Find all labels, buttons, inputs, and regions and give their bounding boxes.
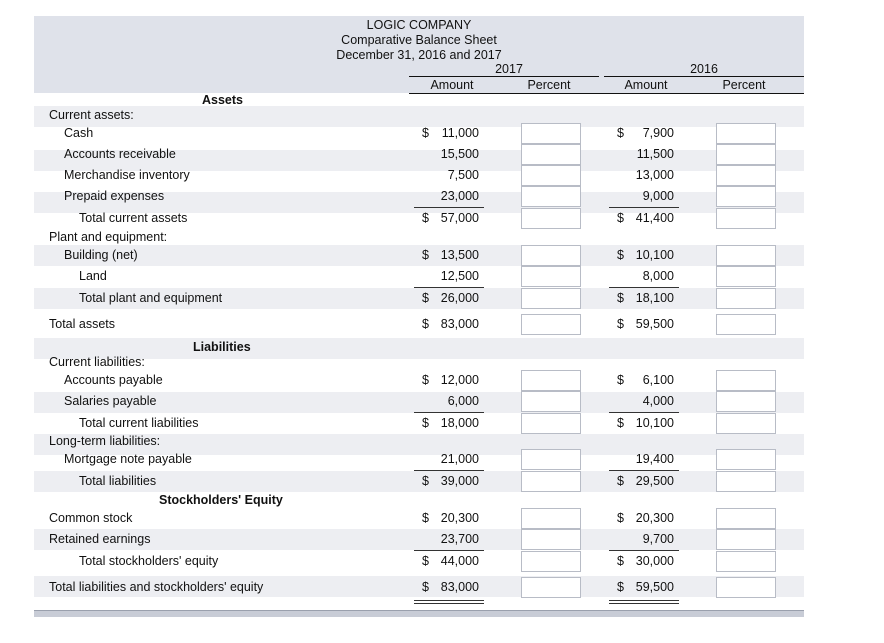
building-2016: 10,100 [635, 248, 674, 262]
table-footer-bar [34, 610, 804, 617]
ap-2017: 12,000 [440, 373, 479, 387]
percent-input-ta-2017[interactable] [521, 314, 581, 335]
statement-date: December 31, 2016 and 2017 [336, 48, 502, 62]
dollar-sign: $ [422, 248, 429, 262]
underline [609, 412, 679, 413]
year-2016-header: 2016 [690, 62, 718, 76]
dollar-sign: $ [617, 511, 624, 525]
percent-input-building-2017[interactable] [521, 245, 581, 266]
dollar-sign: $ [422, 373, 429, 387]
underline [609, 287, 679, 288]
cash-2016: 7,900 [642, 126, 674, 140]
ap-2016: 6,100 [642, 373, 674, 387]
re-2017: 23,700 [440, 532, 479, 546]
percent-input-tlse-2016[interactable] [716, 577, 776, 598]
label-total-current-assets: Total current assets [79, 211, 188, 225]
prepaid-2017: 23,000 [440, 189, 479, 203]
dollar-sign: $ [422, 126, 429, 140]
mortgage-2017: 21,000 [440, 452, 479, 466]
tse-2016: 30,000 [635, 554, 674, 568]
label-salaries-payable: Salaries payable [64, 394, 157, 408]
percent-input-land-2016[interactable] [716, 266, 776, 287]
col-amount-2017: Amount [430, 78, 474, 92]
percent-input-re-2017[interactable] [521, 529, 581, 550]
dollar-sign: $ [617, 248, 624, 262]
header-rule [409, 93, 804, 94]
dollar-sign: $ [617, 373, 624, 387]
percent-input-ar-2016[interactable] [716, 144, 776, 165]
percent-input-ap-2016[interactable] [716, 370, 776, 391]
dollar-sign: $ [422, 211, 429, 225]
dollar-sign: $ [422, 416, 429, 430]
percent-input-inventory-2016[interactable] [716, 165, 776, 186]
col-percent-2016: Percent [722, 78, 766, 92]
label-total-liabilities-equity: Total liabilities and stockholders' equity [49, 580, 264, 594]
percent-input-prepaid-2016[interactable] [716, 186, 776, 207]
double-underline [414, 603, 484, 604]
label-cash: Cash [64, 126, 94, 140]
dollar-sign: $ [617, 126, 624, 140]
percent-input-salaries-2017[interactable] [521, 391, 581, 412]
tcl-2016: 10,100 [635, 416, 674, 430]
percent-input-tca-2017[interactable] [521, 208, 581, 229]
percent-input-cash-2016[interactable] [716, 123, 776, 144]
dollar-sign: $ [617, 474, 624, 488]
salaries-2017: 6,000 [447, 394, 479, 408]
double-underline [609, 603, 679, 604]
tca-2017: 57,000 [440, 211, 479, 225]
double-underline [414, 600, 484, 601]
percent-input-mortgage-2017[interactable] [521, 449, 581, 470]
underline [609, 550, 679, 551]
dollar-sign: $ [617, 317, 624, 331]
dollar-sign: $ [422, 554, 429, 568]
label-current-assets: Current assets: [49, 108, 134, 122]
year-2017-rule [409, 76, 599, 77]
underline [414, 207, 484, 208]
dollar-sign: $ [617, 291, 624, 305]
tlse-2016: 59,500 [635, 580, 674, 594]
percent-input-ar-2017[interactable] [521, 144, 581, 165]
label-common-stock: Common stock [49, 511, 133, 525]
underline [609, 470, 679, 471]
building-2017: 13,500 [440, 248, 479, 262]
row-stripe [34, 106, 804, 127]
double-underline [609, 600, 679, 601]
tcl-2017: 18,000 [440, 416, 479, 430]
percent-input-cs-2016[interactable] [716, 508, 776, 529]
ar-2017: 15,500 [440, 147, 479, 161]
dollar-sign: $ [422, 317, 429, 331]
percent-input-tl-2016[interactable] [716, 471, 776, 492]
dollar-sign: $ [617, 580, 624, 594]
underline [609, 207, 679, 208]
label-long-term-liabilities: Long-term liabilities: [49, 434, 161, 448]
tca-2016: 41,400 [635, 211, 674, 225]
percent-input-ta-2016[interactable] [716, 314, 776, 335]
percent-input-ap-2017[interactable] [521, 370, 581, 391]
mortgage-2016: 19,400 [635, 452, 674, 466]
cash-2017: 11,000 [441, 126, 479, 140]
label-total-current-liabilities: Total current liabilities [79, 416, 199, 430]
label-total-liabilities: Total liabilities [79, 474, 157, 488]
year-2017-header: 2017 [495, 62, 523, 76]
prepaid-2016: 9,000 [642, 189, 674, 203]
percent-input-building-2016[interactable] [716, 245, 776, 266]
row-stripe [34, 338, 804, 359]
tl-2017: 39,000 [440, 474, 479, 488]
label-building: Building (net) [64, 248, 138, 262]
dollar-sign: $ [422, 580, 429, 594]
col-percent-2017: Percent [527, 78, 571, 92]
percent-input-tpe-2016[interactable] [716, 288, 776, 309]
section-equity: Stockholders' Equity [159, 493, 283, 507]
dollar-sign: $ [422, 511, 429, 525]
underline [414, 287, 484, 288]
year-2016-rule [604, 76, 804, 77]
tl-2016: 29,500 [635, 474, 674, 488]
salaries-2016: 4,000 [642, 394, 674, 408]
balance-sheet [34, 16, 804, 616]
percent-input-tcl-2017[interactable] [521, 413, 581, 434]
percent-input-tl-2017[interactable] [521, 471, 581, 492]
percent-input-tca-2016[interactable] [716, 208, 776, 229]
section-liabilities: Liabilities [193, 340, 251, 354]
percent-input-land-2017[interactable] [521, 266, 581, 287]
dollar-sign: $ [422, 474, 429, 488]
land-2016: 8,000 [642, 269, 674, 283]
label-total-plant-equipment: Total plant and equipment [79, 291, 223, 305]
inventory-2017: 7,500 [447, 168, 479, 182]
underline [414, 550, 484, 551]
label-accounts-receivable: Accounts receivable [64, 147, 176, 161]
label-plant-equipment: Plant and equipment: [49, 230, 168, 244]
re-2016: 9,700 [642, 532, 674, 546]
dollar-sign: $ [617, 416, 624, 430]
label-prepaid-expenses: Prepaid expenses [64, 189, 165, 203]
percent-input-salaries-2016[interactable] [716, 391, 776, 412]
label-mortgage-note: Mortgage note payable [64, 452, 192, 466]
dollar-sign: $ [617, 554, 624, 568]
tpe-2017: 26,000 [440, 291, 479, 305]
inventory-2016: 13,000 [635, 168, 674, 182]
percent-input-inventory-2017[interactable] [521, 165, 581, 186]
label-accounts-payable: Accounts payable [64, 373, 163, 387]
statement-title: Comparative Balance Sheet [341, 33, 497, 47]
underline [414, 470, 484, 471]
label-merchandise-inventory: Merchandise inventory [64, 168, 190, 182]
percent-input-tpe-2017[interactable] [521, 288, 581, 309]
company-name: LOGIC COMPANY [366, 18, 472, 32]
tlse-2017: 83,000 [440, 580, 479, 594]
percent-input-cash-2017[interactable] [521, 123, 581, 144]
dollar-sign: $ [617, 211, 624, 225]
label-retained-earnings: Retained earnings [49, 532, 151, 546]
land-2017: 12,500 [440, 269, 479, 283]
percent-input-tcl-2016[interactable] [716, 413, 776, 434]
tse-2017: 44,000 [440, 554, 479, 568]
underline [414, 412, 484, 413]
percent-input-mortgage-2016[interactable] [716, 449, 776, 470]
label-land: Land [79, 269, 107, 283]
dollar-sign: $ [422, 291, 429, 305]
percent-input-prepaid-2017[interactable] [521, 186, 581, 207]
percent-input-tlse-2017[interactable] [521, 577, 581, 598]
ta-2016: 59,500 [635, 317, 674, 331]
col-amount-2016: Amount [624, 78, 668, 92]
label-total-stockholders-equity: Total stockholders' equity [79, 554, 219, 568]
percent-input-cs-2017[interactable] [521, 508, 581, 529]
label-total-assets: Total assets [49, 317, 116, 331]
tpe-2016: 18,100 [635, 291, 674, 305]
cs-2016: 20,300 [635, 511, 674, 525]
ar-2016: 11,500 [636, 147, 674, 161]
percent-input-re-2016[interactable] [716, 529, 776, 550]
percent-input-tse-2017[interactable] [521, 551, 581, 572]
label-current-liabilities: Current liabilities: [49, 355, 145, 369]
percent-input-tse-2016[interactable] [716, 551, 776, 572]
cs-2017: 20,300 [440, 511, 479, 525]
section-assets: Assets [202, 93, 243, 107]
ta-2017: 83,000 [440, 317, 479, 331]
